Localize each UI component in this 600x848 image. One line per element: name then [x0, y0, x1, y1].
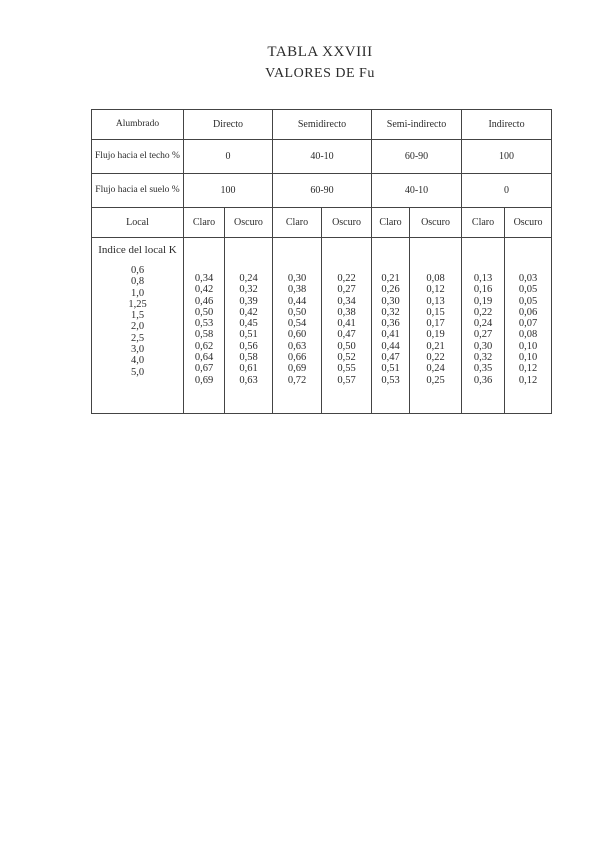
ceiling-flux-value: 0	[184, 140, 273, 174]
sub-column-header: Oscuro	[505, 208, 552, 238]
value-list	[372, 238, 409, 386]
value-list	[505, 238, 551, 386]
fu-value: 0,62	[194, 340, 214, 352]
fu-value: 0,17	[426, 318, 445, 330]
fu-value: 0,63	[287, 340, 307, 352]
k-value: 2,0	[130, 321, 145, 333]
fu-value: 0,05	[518, 295, 538, 307]
value-column	[273, 238, 322, 414]
fu-value: 0,69	[194, 374, 214, 386]
floor-flux-value: 0	[462, 174, 552, 208]
fu-value: 0,44	[287, 295, 307, 307]
value-column	[462, 238, 505, 414]
k-values	[92, 257, 183, 378]
fu-value: 0,58	[194, 329, 214, 341]
fu-value: 0,05	[518, 284, 538, 296]
fu-value: 0,10	[518, 340, 538, 352]
fu-value: 0,13	[473, 273, 493, 284]
k-value: 1,25	[128, 298, 147, 310]
k-value: 4,0	[130, 355, 145, 367]
sub-column-header: Claro	[462, 208, 505, 238]
floor-flux-label: Flujo hacia el suelo %	[92, 174, 184, 208]
fu-value: 0,32	[473, 352, 493, 364]
table-subtitle: VALORES DE Fu	[265, 66, 375, 81]
fu-value: 0,30	[473, 340, 493, 352]
fu-value: 0,52	[337, 352, 356, 364]
sub-column-header: Claro	[273, 208, 322, 238]
fu-value: 0,63	[239, 374, 258, 386]
fu-value: 0,30	[287, 273, 307, 284]
local-label: Local	[92, 208, 184, 238]
fu-value: 0,35	[473, 363, 493, 375]
value-column	[225, 238, 273, 414]
fu-value: 0,67	[194, 363, 214, 375]
fu-value: 0,13	[426, 295, 445, 307]
fu-value: 0,61	[239, 363, 258, 375]
fu-value: 0,50	[194, 306, 214, 318]
value-column	[184, 238, 225, 414]
ceiling-flux-value: 100	[462, 140, 552, 174]
fu-value: 0,22	[473, 306, 493, 318]
fu-value: 0,60	[287, 329, 307, 341]
sub-column-header: Claro	[372, 208, 410, 238]
fu-value: 0,12	[518, 374, 538, 386]
value-column	[322, 238, 372, 414]
value-list	[184, 238, 224, 386]
fu-value: 0,45	[239, 318, 258, 330]
fu-value: 0,57	[337, 374, 356, 386]
fu-value: 0,56	[239, 340, 258, 352]
ceiling-flux-value: 40-10	[273, 140, 372, 174]
fu-value: 0,21	[426, 340, 445, 352]
fu-value: 0,22	[426, 352, 445, 364]
sub-column-header: Oscuro	[322, 208, 372, 238]
fu-value: 0,03	[518, 273, 538, 284]
k-index-column	[92, 238, 184, 414]
fu-value: 0,07	[518, 318, 538, 330]
ceiling-flux-value: 60-90	[372, 140, 462, 174]
fu-value: 0,51	[239, 329, 258, 341]
k-value: 1,5	[130, 310, 145, 322]
value-list	[225, 238, 272, 386]
fu-value: 0,19	[473, 295, 493, 307]
ceiling-flux-label: Flujo hacia el techo %	[92, 140, 184, 174]
fu-value: 0,21	[381, 273, 400, 284]
fu-value: 0,69	[287, 363, 307, 375]
fu-value: 0,19	[426, 329, 445, 341]
fu-value: 0,42	[239, 306, 258, 318]
floor-flux-value: 40-10	[372, 174, 462, 208]
column-semidirecto: Semidirecto	[273, 110, 372, 140]
fu-value: 0,24	[426, 363, 445, 375]
fu-value: 0,15	[426, 306, 445, 318]
fu-value: 0,47	[337, 329, 356, 341]
fu-value: 0,24	[473, 318, 493, 330]
fu-value: 0,36	[381, 318, 400, 330]
fu-value: 0,50	[287, 306, 307, 318]
value-list	[322, 238, 371, 386]
header-label: Alumbrado	[92, 110, 184, 140]
fu-value: 0,51	[381, 363, 400, 375]
k-value: 3,0	[130, 344, 145, 356]
fu-value: 0,34	[194, 273, 214, 284]
value-column	[410, 238, 462, 414]
table-title: TABLA XXVIII	[267, 44, 373, 60]
value-list	[410, 238, 461, 386]
fu-value: 0,44	[381, 340, 400, 352]
value-list	[273, 238, 321, 386]
fu-value: 0,36	[473, 374, 493, 386]
fu-value: 0,46	[194, 295, 214, 307]
fu-value: 0,41	[337, 318, 356, 330]
fu-value: 0,54	[287, 318, 307, 330]
fu-value: 0,64	[194, 352, 214, 364]
fu-values-table	[91, 109, 552, 414]
fu-value: 0,39	[239, 295, 258, 307]
fu-value: 0,27	[337, 284, 356, 296]
value-column	[505, 238, 552, 414]
fu-value: 0,25	[426, 374, 445, 386]
sub-column-header: Oscuro	[410, 208, 462, 238]
fu-value: 0,26	[381, 284, 400, 296]
column-semi-indirecto: Semi-indirecto	[372, 110, 462, 140]
fu-value: 0,10	[518, 352, 538, 364]
fu-value: 0,16	[473, 284, 493, 296]
value-list	[462, 238, 504, 386]
value-column	[372, 238, 410, 414]
fu-value: 0,42	[194, 284, 214, 296]
fu-value: 0,66	[287, 352, 307, 364]
fu-value: 0,24	[239, 273, 258, 284]
fu-value: 0,41	[381, 329, 400, 341]
fu-value: 0,47	[381, 352, 400, 364]
fu-value: 0,34	[337, 295, 356, 307]
fu-value: 0,08	[518, 329, 538, 341]
fu-value: 0,06	[518, 306, 538, 318]
fu-value: 0,08	[426, 273, 445, 284]
fu-value: 0,53	[381, 374, 400, 386]
fu-value: 0,50	[337, 340, 356, 352]
k-value: 2,5	[130, 332, 145, 344]
sub-column-header: Oscuro	[225, 208, 273, 238]
column-indirecto: Indirecto	[462, 110, 552, 140]
fu-value: 0,27	[473, 329, 493, 341]
fu-value: 0,30	[381, 295, 400, 307]
fu-value: 0,55	[337, 363, 356, 375]
fu-value: 0,32	[239, 284, 258, 296]
fu-value: 0,38	[287, 284, 307, 296]
column-directo: Directo	[184, 110, 273, 140]
fu-value: 0,72	[287, 374, 307, 386]
fu-value: 0,53	[194, 318, 214, 330]
fu-value: 0,22	[337, 273, 356, 284]
fu-value: 0,12	[426, 284, 445, 296]
fu-value: 0,12	[518, 363, 538, 375]
floor-flux-value: 60-90	[273, 174, 372, 208]
k-value: 1,0	[130, 287, 145, 299]
sub-column-header: Claro	[184, 208, 225, 238]
k-value: 0,6	[130, 265, 145, 276]
fu-value: 0,38	[337, 306, 356, 318]
floor-flux-value: 100	[184, 174, 273, 208]
k-value: 0,8	[130, 276, 145, 288]
k-value: 5,0	[130, 366, 145, 378]
k-index-label: Indice del local K	[98, 244, 177, 256]
fu-value: 0,32	[381, 306, 400, 318]
fu-value: 0,58	[239, 352, 258, 364]
